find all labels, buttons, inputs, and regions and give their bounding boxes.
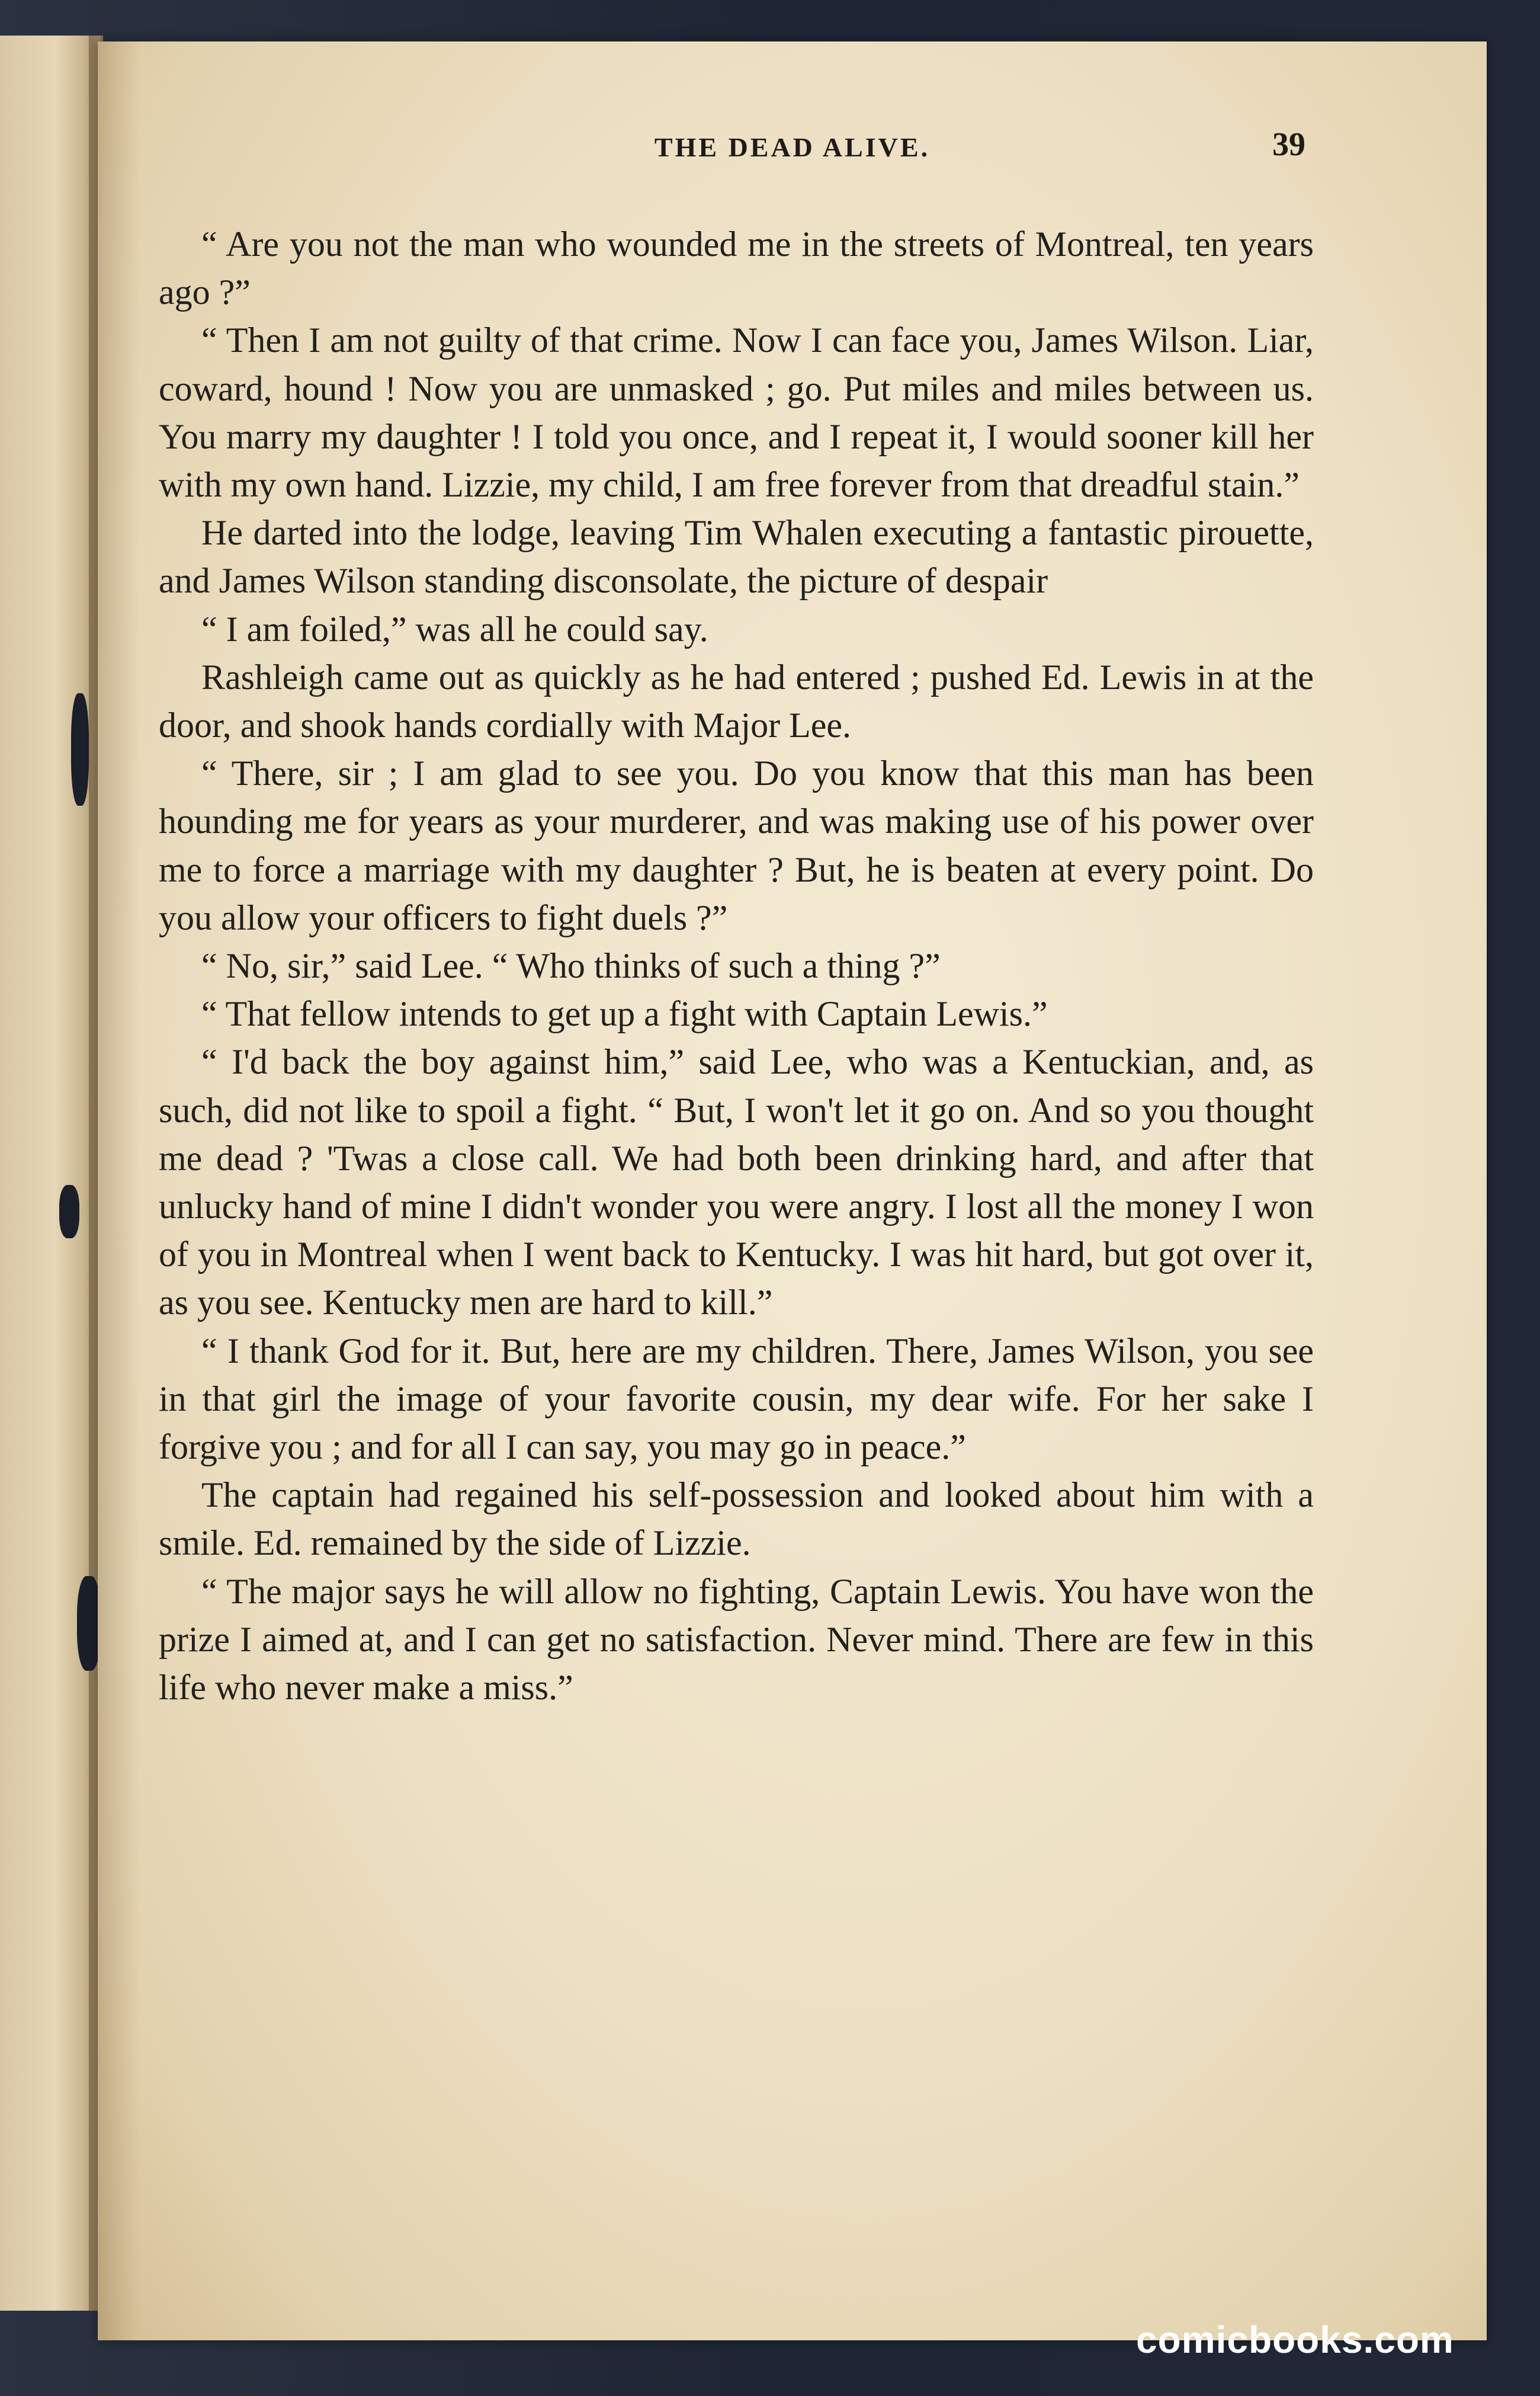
paragraph-2: “ Then I am not guilty of that crime. Now I can face you, James Wilson. Liar, coward, hound ! Now you are unmasked ; go. Put miles and miles between us. You marry my daughter ! I told you once, and I repeat it, I would sooner kill her with my own hand. Lizzie, my child, I am free forever from that dreadful stain.”: [159, 321, 1314, 505]
page-number: 39: [1272, 126, 1305, 163]
page-gutter-shade: [98, 41, 139, 2340]
paragraph-4: “ I am foiled,” was all he could say.: [201, 609, 708, 649]
paragraph-8: “ That fellow intends to get up a fight with Captain Lewis.”: [201, 994, 1048, 1034]
paragraph-1: “ Are you not the man who wounded me in the streets of Montreal, ten years ago ?”: [159, 225, 1314, 312]
page-tear-lower: [77, 1576, 101, 1671]
paragraph-10: “ I thank God for it. But, here are my children. There, James Wilson, you see in that girl the image of your favorite cousin, my dear wife. For her sake I forgive you ; and for all I can say, you may go in peace.”: [159, 1331, 1314, 1467]
paragraph-12: “ The major says he will allow no fighting, Captain Lewis. You have won the prize I aimed at, and I can get no satisfaction. Never mind. There are few in this life who never make a miss.”: [159, 1571, 1314, 1708]
page-tear-middle: [59, 1185, 79, 1238]
book-spine: [0, 36, 103, 2311]
page-body-text: [159, 220, 1314, 1712]
paragraph-5: Rashleigh came out as quickly as he had entered ; pushed Ed. Lewis in at the door, and shook hands cordially with Major Lee.: [159, 657, 1314, 745]
running-header: THE DEAD ALIVE.: [654, 132, 931, 162]
paragraph-9: “ I'd back the boy against him,” said Lee, who was a Kentuckian, and, as such, did not like to spoil a fight. “ But, I won't let it go on. And so you thought me dead ? 'Twas a close call. We had both been drinking hard, and after that unlucky hand of mine I didn't wonder you were angry. I lost all the money I won of you in Montreal when I went back to Kentucky. I was hit hard, but got over it, as you see. Kentucky men are hard to kill.”: [159, 1042, 1314, 1322]
page-tear-upper: [71, 693, 89, 806]
paragraph-3: He darted into the lodge, leaving Tim Whalen executing a fantastic pirouette, and James Wilson standing disconsolate, the picture of despair: [159, 513, 1314, 601]
paragraph-6: “ There, sir ; I am glad to see you. Do you know that this man has been hounding me for years as your murderer, and was making use of his power over me to force a marriage with my daughter ? But, he is beaten at every point. Do you allow your officers to fight duels ?”: [159, 754, 1314, 937]
paragraph-11: The captain had regained his self-possession and looked about him with a smile. Ed. remained by the side of Lizzie.: [159, 1475, 1314, 1563]
site-watermark: comicbooks.com: [1136, 2318, 1454, 2361]
paragraph-7: “ No, sir,” said Lee. “ Who thinks of such a thing ?”: [201, 946, 941, 986]
